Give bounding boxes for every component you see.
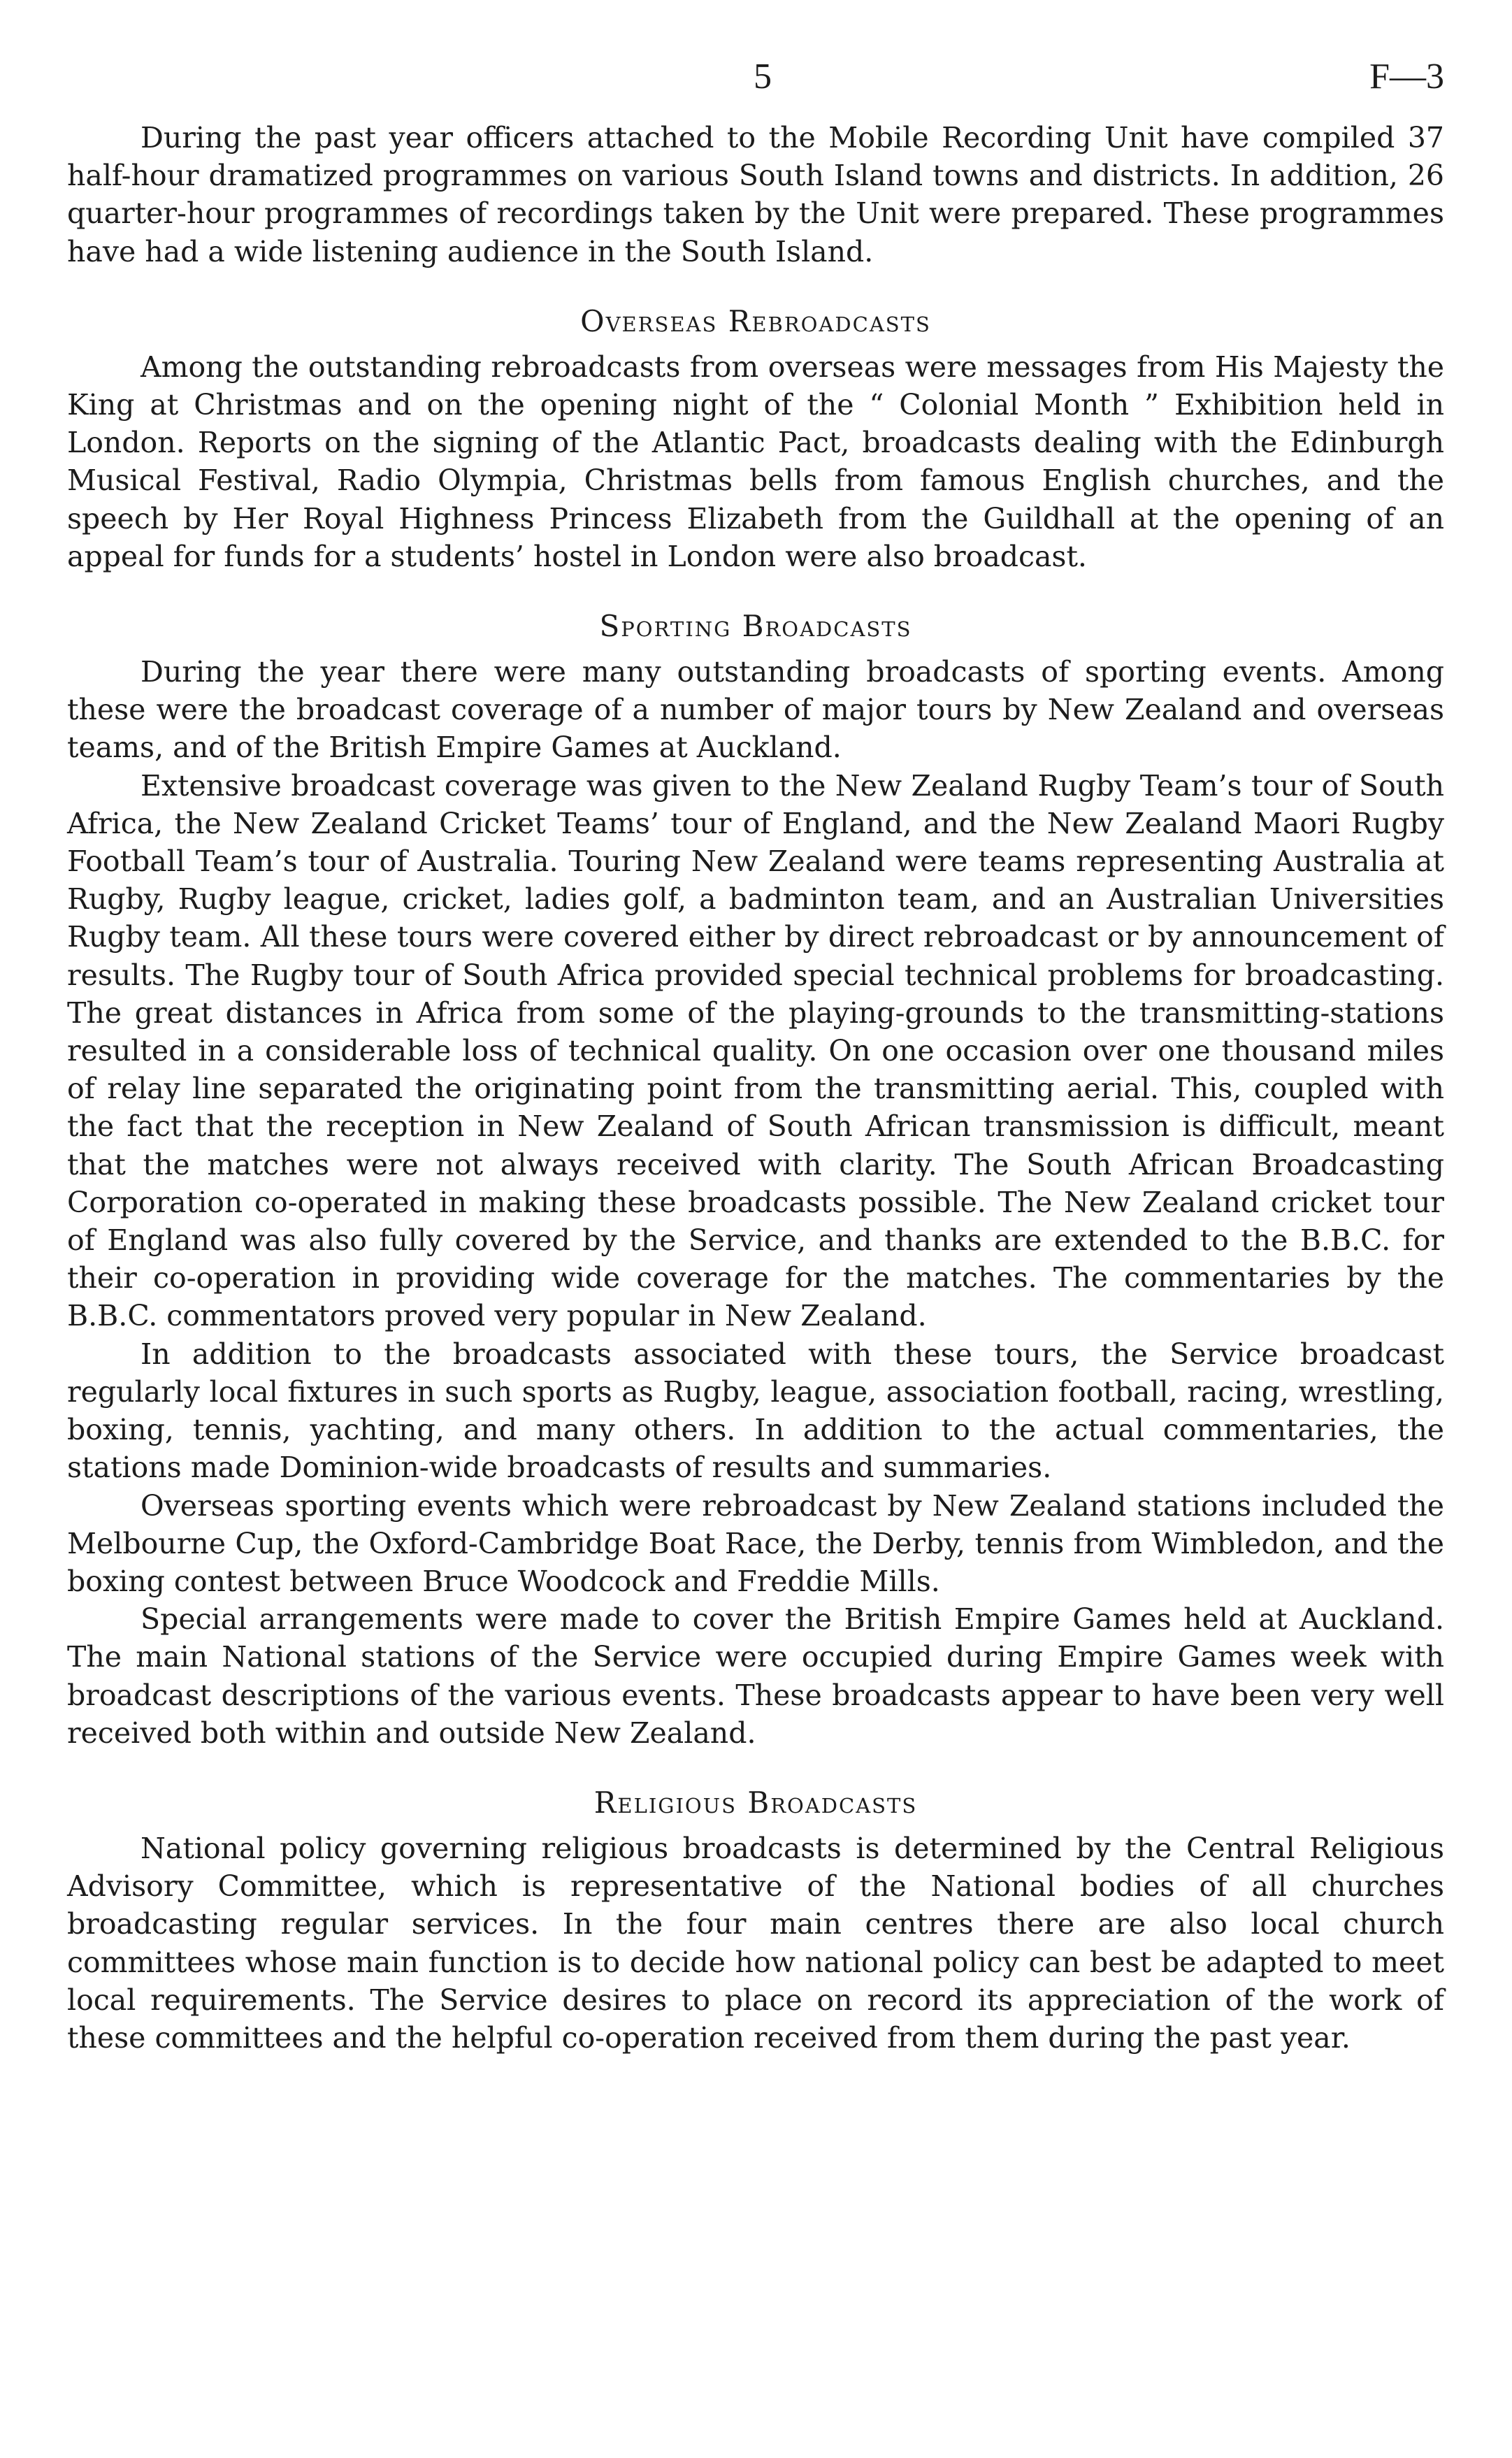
section-sporting-broadcasts [67, 609, 1444, 1752]
section-religious-broadcasts [67, 1785, 1444, 2057]
page-header [67, 56, 1444, 119]
section-heading: Religious Broadcasts [593, 1785, 918, 1820]
paragraph: Among the outstanding rebroadcasts from overseas were messages from His Majesty the King at Christmas and on the opening night of the “ Colonial Month ” Exhibition held in London. Reports on the signing of the Atlantic Pact, broadcasts dealing with the Edinburgh Musical Festival, Radio Olympia, Christmas bells from famous English churches, and the speech by Her Royal Highness Princess Elizabeth from the Guildhall at the opening of an appeal for funds for a students’ hostel in London were also broadcast. [67, 350, 1444, 573]
paragraph: In addition to the broadcasts associated with these tours, the Service broadcast regularly local fixtures in such sports as Rugby, league, association football, racing, wrestling, boxing, tennis, yachting, and many others. In addition to the actual commentaries, the stations made Dominion-wide broadcasts of results and summaries. [67, 1337, 1444, 1485]
page-number: 5 [754, 57, 772, 96]
paragraph: Overseas sporting events which were rebroadcast by New Zealand stations included the Melbourne Cup, the Oxford-Cambridge Boat Race, the Derby, tennis from Wimbledon, and the boxing contest between Bruce Woodcock and Freddie Mills. [67, 1488, 1444, 1598]
section-heading: Overseas Rebroadcasts [580, 303, 931, 338]
paragraph: Extensive broadcast coverage was given to the New Zealand Rugby Team’s tour of South Africa, the New Zealand Cricket Teams’ tour of England, and the New Zealand Maori Rugby Football Team’s tour of Australia. Touring New Zealand were teams representing Australia at Rugby, Rugby league, cricket, ladies golf, a badminton team, and an Australian Universities Rugby team. All these tours were covered either by direct rebroadcast or by announcement of results. The Rugby tour of South Africa provided special technical problems for broadcasting. The great distances in Africa from some of the playing-grounds to the transmitting-stations resulted in a considerable loss of technical quality. On one occasion over one thousand miles of relay line separated the originating point from the transmitting aerial. This, coupled with the fact that the reception in New Zealand of South African transmission is difficult, meant that the matches were not always received with clarity. The South African Broadcasting Corporation co-operated in making these broadcasts possible. The New Zealand cricket tour of England was also fully covered by the Service, and thanks are extended to the B.B.C. for their co-operation in providing wide coverage for the matches. The commentaries by the B.B.C. commentators proved very popular in New Zealand. [67, 768, 1444, 1333]
section-heading: Sporting Broadcasts [599, 609, 912, 644]
document-code: F—3 [1369, 57, 1444, 96]
section-overseas-rebroadcasts [67, 304, 1444, 575]
paragraph: During the year there were many outstanding broadcasts of sporting events. Among these were the broadcast coverage of a number of major tours by New Zealand and overseas teams, and of the British Empire Games at Auckland. [67, 655, 1444, 765]
section-mobile-recording [67, 119, 1444, 271]
paragraph: Special arrangements were made to cover the British Empire Games held at Auckland. The main National stations of the Service were occupied during Empire Games week with broadcast descriptions of the various events. These broadcasts appear to have been very well received both within and outside New Zealand. [67, 1602, 1444, 1750]
document-page [67, 56, 1444, 2057]
paragraph: During the past year officers attached to the Mobile Recording Unit have compiled 37 half-hour dramatized programmes on various South Island towns and districts. In addition, 26 quarter-hour programmes of recordings taken by the Unit were prepared. These programmes have had a wide listening audience in the South Island. [67, 121, 1444, 268]
paragraph: National policy governing religious broadcasts is determined by the Central Religious Advisory Committee, which is representative of the National bodies of all churches broadcasting regular services. In the four main centres there are also local church committees whose main function is to decide how national policy can best be adapted to meet local requirements. The Service desires to place on record its appreciation of the work of these committees and the helpful co-operation received from them during the past year. [67, 1831, 1444, 2055]
